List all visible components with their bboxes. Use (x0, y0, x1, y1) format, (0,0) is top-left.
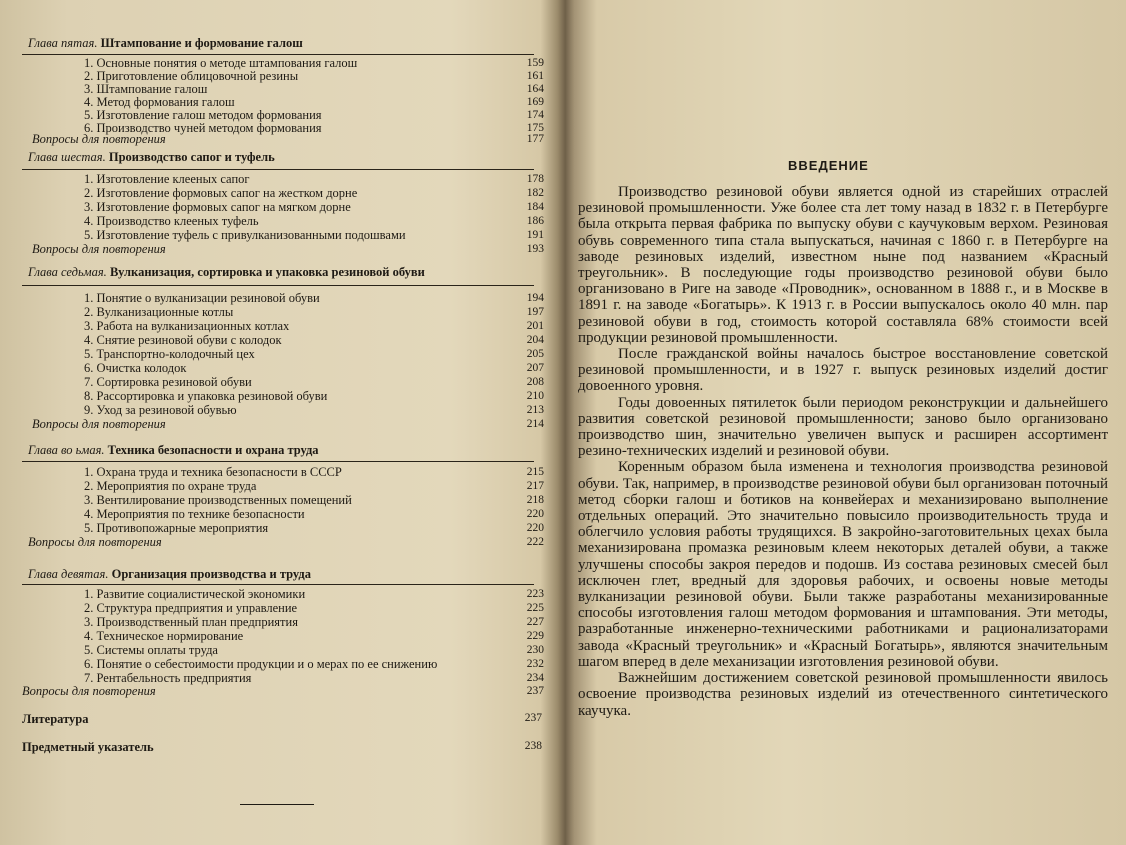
toc-entry (22, 56, 544, 70)
entry-page: 232 (526, 658, 544, 670)
toc-entry (22, 214, 544, 228)
toc-entry (22, 521, 544, 535)
toc-entry (22, 657, 544, 671)
toc-questions (22, 242, 544, 256)
end-rule (240, 804, 314, 805)
entry-label: 6. Понятие о себестоимости продукции и о мерах по ее снижению (84, 657, 438, 671)
toc-entry (22, 172, 544, 186)
toc-entry (22, 615, 544, 629)
entry-label: 7. Рентабельность предприятия (84, 671, 252, 685)
entry-page: 174 (526, 109, 544, 121)
index-label: Предметный указатель (22, 740, 154, 754)
chapter-rule (22, 584, 534, 585)
toc-entry (22, 347, 544, 361)
toc-entry (22, 82, 544, 96)
questions-label: Вопросы для повторения (32, 417, 166, 431)
intro-title: ВВЕДЕНИЕ (788, 158, 869, 173)
toc-questions (22, 132, 544, 146)
entry-label: 1. Изготовление клееных сапог (84, 172, 250, 186)
entry-label: 9. Уход за резиновой обувью (84, 403, 237, 417)
questions-label: Вопросы для повторения (22, 684, 156, 698)
chapter-prefix: Глава девятая. (28, 567, 109, 581)
entry-label: 1. Развитие социалистической экономики (84, 587, 306, 601)
entry-page: 210 (526, 390, 544, 402)
toc-entry (22, 479, 544, 493)
entry-label: 1. Основные понятия о методе штампования галош (84, 56, 358, 70)
intro-paragraph: После гражданской войны началось быстрое восстановление советской резиновой промышленности, и в 1927 г. выпуск резиновых изделий достиг довоенного уровня. (578, 346, 1108, 395)
entry-label: 1. Понятие о вулканизации резиновой обуви (84, 291, 320, 305)
intro-paragraph: Важнейшим достижением советской резиновой промышленности явилось освоение производства резиновых изделий из отечественного синтетического каучука. (578, 670, 1108, 719)
entry-page: 178 (526, 173, 544, 185)
entry-page: 207 (526, 362, 544, 374)
entry-page: 175 (526, 122, 544, 134)
toc-entry (22, 108, 544, 122)
questions-label: Вопросы для повторения (28, 535, 162, 549)
toc-entry (22, 200, 544, 214)
entry-page: 204 (526, 334, 544, 346)
questions-label: Вопросы для повторения (32, 242, 166, 256)
toc-entry (22, 493, 544, 507)
toc-questions (22, 684, 544, 698)
chapter-heading (28, 567, 311, 582)
entry-page: 218 (526, 494, 544, 506)
entry-label: 4. Производство клееных туфель (84, 214, 259, 228)
toc-entry (22, 305, 544, 319)
entry-page: 222 (526, 536, 544, 548)
entry-label: 5. Транспортно-колодочный цех (84, 347, 255, 361)
toc-entry (22, 629, 544, 643)
intro-text (578, 184, 1108, 719)
entry-label: 3. Работа на вулканизационных котлах (84, 319, 290, 333)
toc-entry (22, 95, 544, 109)
entry-page: 182 (526, 187, 544, 199)
entry-label: 5. Противопожарные мероприятия (84, 521, 269, 535)
entry-page: 201 (526, 320, 544, 332)
toc-entry (22, 465, 544, 479)
entry-page: 161 (526, 70, 544, 82)
entry-page: 237 (524, 712, 542, 724)
entry-page: 186 (526, 215, 544, 227)
toc-entry (22, 319, 544, 333)
toc-entry (22, 228, 544, 242)
entry-label: 6. Очистка колодок (84, 361, 187, 375)
entry-page: 197 (526, 306, 544, 318)
chapter-title: Вулканизация, сортировка и упаковка резиновой обуви (109, 265, 425, 279)
entry-label: 4. Метод формования галош (84, 95, 235, 109)
entry-label: 3. Производственный план предприятия (84, 615, 298, 629)
entry-page: 220 (526, 508, 544, 520)
entry-page: 213 (526, 404, 544, 416)
chapter-rule (22, 461, 534, 462)
entry-page: 237 (526, 685, 544, 697)
entry-page: 205 (526, 348, 544, 360)
entry-label: 2. Мероприятия по охране труда (84, 479, 257, 493)
chapter-heading (28, 265, 425, 280)
right-page (568, 0, 1126, 845)
entry-page: 191 (526, 229, 544, 241)
left-page (0, 0, 548, 845)
chapter-prefix: Глава во ьмая. (28, 443, 105, 457)
entry-label: 6. Производство чуней методом формования (84, 121, 322, 135)
toc-entry (22, 291, 544, 305)
chapter-title: Штампование и формование галош (100, 36, 303, 50)
questions-label: Вопросы для повторения (32, 132, 166, 146)
entry-label: 2. Изготовление формовых сапог на жестком дорне (84, 186, 358, 200)
toc-entry (22, 403, 544, 417)
entry-label: 5. Изготовление галош методом формования (84, 108, 322, 122)
toc-entry (22, 643, 544, 657)
entry-page: 193 (526, 243, 544, 255)
toc-entry (22, 333, 544, 347)
entry-label: 3. Штампование галош (84, 82, 208, 96)
entry-page: 159 (526, 57, 544, 69)
toc-entry (22, 361, 544, 375)
toc-entry (22, 601, 544, 615)
entry-page: 227 (526, 616, 544, 628)
entry-page: 194 (526, 292, 544, 304)
chapter-rule (22, 54, 534, 55)
intro-paragraph: Годы довоенных пятилеток были периодом реконструкции и дальнейшего развития советской резиновой промышленности; заново было организовано производство шин, значительно увеличен выпуск и расширен ассортимент резино-технических изделий и резиновой обуви. (578, 394, 1108, 460)
entry-page: 234 (526, 672, 544, 684)
entry-label: 8. Рассортировка и упаковка резиновой обуви (84, 389, 328, 403)
entry-page: 230 (526, 644, 544, 656)
entry-page: 223 (526, 588, 544, 600)
entry-page: 164 (526, 83, 544, 95)
entry-page: 169 (526, 96, 544, 108)
entry-page: 217 (526, 480, 544, 492)
chapter-rule (22, 285, 534, 286)
chapter-heading (28, 443, 319, 458)
entry-page: 184 (526, 201, 544, 213)
toc-entry (22, 186, 544, 200)
chapter-heading (28, 36, 303, 51)
entry-label: 3. Вентилирование производственных помещений (84, 493, 352, 507)
chapter-title: Производство сапог и туфель (108, 150, 275, 164)
entry-page: 220 (526, 522, 544, 534)
toc-entry (22, 375, 544, 389)
toc-entry (22, 671, 544, 685)
entry-label: 3. Изготовление формовых сапог на мягком дорне (84, 200, 351, 214)
chapter-heading (28, 150, 275, 165)
entry-page: 177 (526, 133, 544, 145)
intro-paragraph: Коренным образом была изменена и технология производства резиновой обуви. Так, например, в производстве резиновой обуви был организован поточный метод сборки галош и ботиков на конвейерах и механизировано выполнение отдельных операций. Это значительно повысило производительность труда и облегчило условия работы трудящихся. В закройно-заготовительных цехах была механизирована промазка резиновым клеем некоторых деталей обуви, а также улучшены способы закроя передов и подошв. Из состава резиновых смесей был исключен глет, вредный для здоровья рабочих, и освоены новые методы вулканизации резиновой обуви. Были также разработаны механизированные способы изготовления галош методом формования и штампования. Эти методы, разработанные инженерно-техническими работниками и рационализаторами завода «Красный треугольник» и «Красный Богатырь», являются значительным шагом вперед в деле механизации изготовления резиновой обуви. (578, 459, 1108, 670)
chapter-prefix: Глава шестая. (28, 150, 106, 164)
toc-questions (22, 417, 544, 431)
entry-label: 4. Мероприятия по технике безопасности (84, 507, 305, 521)
entry-label: 2. Вулканизационные котлы (84, 305, 234, 319)
chapter-prefix: Глава седьмая. (28, 265, 107, 279)
entry-label: 2. Приготовление облицовочной резины (84, 69, 299, 83)
entry-label: 7. Сортировка резиновой обуви (84, 375, 252, 389)
toc-entry (22, 507, 544, 521)
toc-entry (22, 69, 544, 83)
literature-label: Литература (22, 712, 89, 726)
entry-label: 5. Изготовление туфель с привулканизованными подошвами (84, 228, 406, 242)
entry-label: 2. Структура предприятия и управление (84, 601, 298, 615)
intro-paragraph: Производство резиновой обуви является одной из старейших отраслей резиновой промышленности. Уже более ста лет тому назад в 1832 г. в Петербурге была открыта первая фабрика по выпуску обуви с каучуковым верхом. Резиновая обувь современного типа стала выпускаться, начиная с 1860 г. в Петербурге на заводе резиновых изделий, известном ныне под названием «Красный треугольник». В последующие годы производство резиновой обуви было организовано в Риге на заводе «Проводник», основанном в 1888 г., и в Москве в 1891 г. на заводе «Богатырь». К 1913 г. в России выпускалось около 40 млн. пар резиновой обуви в год, стоимость которой составляла 68% стоимости всей продукции резиновой промышленности. (578, 184, 1108, 346)
chapter-prefix: Глава пятая. (28, 36, 98, 50)
toc-entry (22, 587, 544, 601)
toc-questions (22, 535, 544, 549)
entry-page: 208 (526, 376, 544, 388)
toc-entry (22, 389, 544, 403)
chapter-rule (22, 169, 534, 170)
entry-label: 4. Снятие резиновой обуви с колодок (84, 333, 282, 347)
entry-label: 1. Охрана труда и техника безопасности в СССР (84, 465, 342, 479)
entry-label: 4. Техническое нормирование (84, 629, 244, 643)
entry-page: 238 (524, 740, 542, 752)
entry-label: 5. Системы оплаты труда (84, 643, 218, 657)
entry-page: 215 (526, 466, 544, 478)
chapter-title: Техника безопасности и охрана труда (107, 443, 319, 457)
chapter-title: Организация производства и труда (111, 567, 311, 581)
entry-page: 225 (526, 602, 544, 614)
entry-page: 214 (526, 418, 544, 430)
entry-page: 229 (526, 630, 544, 642)
